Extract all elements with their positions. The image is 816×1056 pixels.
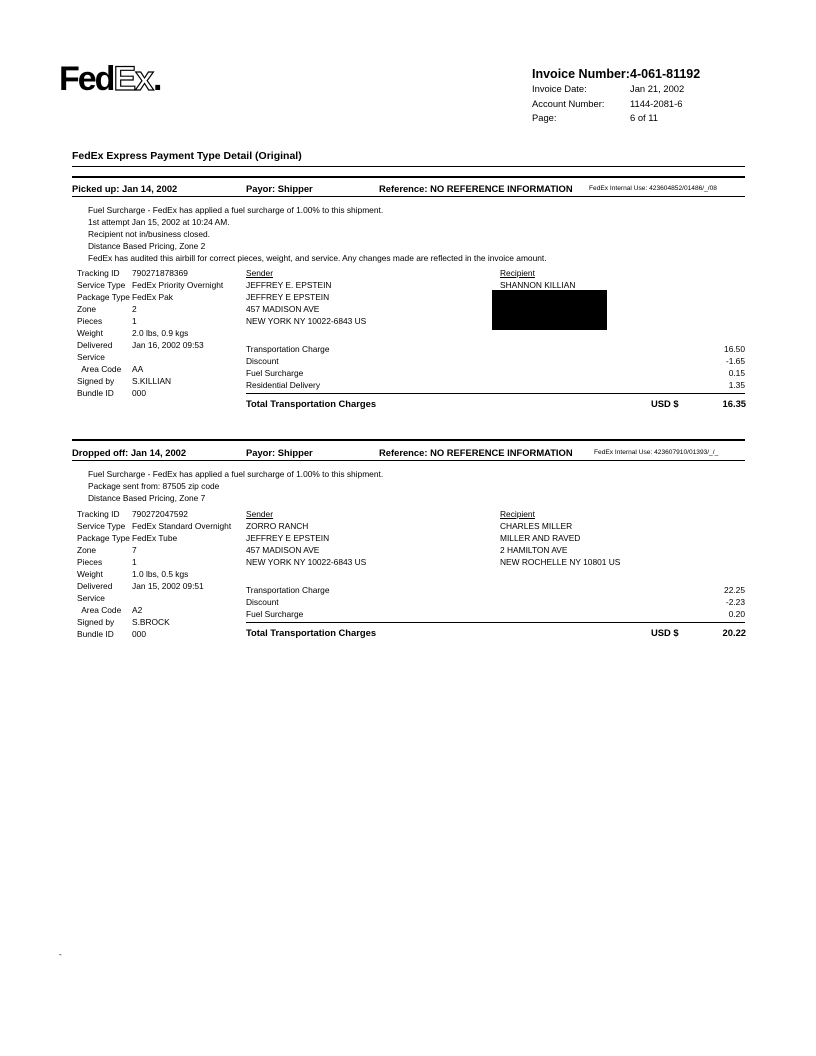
note-line: Package sent from: 87505 zip code: [88, 481, 220, 491]
shipment-2-currency: USD $: [651, 627, 679, 638]
shipment-2-charges: [246, 584, 745, 620]
detail-value: 000: [132, 629, 146, 639]
charge-row: [246, 355, 745, 367]
charge-label: Fuel Surcharge: [246, 609, 304, 619]
detail-label: Zone: [77, 304, 97, 314]
detail-value: S.BROCK: [132, 617, 170, 627]
note-line: Recipient not in/business closed.: [88, 229, 210, 239]
shipment-1-details: [77, 267, 223, 399]
shipment-1-internal-use: FedEx Internal Use: 423604852/01486/_/08: [589, 185, 717, 192]
shipment-2-internal-use: FedEx Internal Use: 423607910/01393/_/_: [594, 449, 719, 456]
detail-row: [77, 568, 231, 580]
charge-label: Transportation Charge: [246, 344, 330, 354]
detail-label: Tracking ID: [77, 268, 120, 278]
detail-value: 2: [132, 304, 137, 314]
detail-label: Package Type: [77, 533, 130, 543]
detail-row: [77, 532, 231, 544]
logo-fed: Fed: [59, 60, 114, 98]
shipment-2-payor: Payor: Shipper: [246, 447, 313, 458]
detail-value: AA: [132, 364, 144, 374]
shipment-2-details: [77, 508, 231, 640]
detail-label: Service: [77, 352, 105, 362]
detail-label: Signed by: [77, 376, 115, 386]
logo-ex: Ex: [113, 60, 154, 98]
charge-amount: 0.20: [728, 609, 745, 619]
fedex-logo: [59, 62, 161, 96]
charge-amount: -2.23: [725, 597, 745, 607]
sender-line: JEFFREY E EPSTEIN: [246, 292, 330, 302]
detail-row: [77, 604, 231, 616]
detail-row: [77, 303, 223, 315]
charge-label: Transportation Charge: [246, 585, 330, 595]
detail-row: [77, 363, 223, 375]
sender-heading: Sender: [246, 509, 274, 519]
detail-label: Delivered: [77, 340, 113, 350]
redaction-box: [492, 290, 607, 330]
recipient-heading: Recipient: [500, 509, 535, 519]
note-line: FedEx has audited this airbill for correct pieces, weight, and service. Any changes made are reflected in the invoice amount.: [88, 253, 547, 263]
detail-label: Zone: [77, 545, 97, 555]
sender-line: 457 MADISON AVE: [246, 545, 320, 555]
detail-value: 1: [132, 557, 137, 567]
shipment-2-reference: Reference: NO REFERENCE INFORMATION: [379, 447, 573, 458]
detail-label: Package Type: [77, 292, 130, 302]
detail-label: Tracking ID: [77, 509, 120, 519]
page-label: Page:: [532, 112, 557, 123]
shipment-2-total-label: Total Transportation Charges: [246, 627, 377, 638]
detail-value: 2.0 lbs, 0.9 kgs: [132, 328, 189, 338]
invoice-date: Jan 21, 2002: [630, 83, 685, 94]
charge-amount: -1.65: [725, 356, 745, 366]
shipment-2-total: 20.22: [722, 627, 746, 638]
detail-row: [77, 628, 231, 640]
detail-row: [77, 315, 223, 327]
shipment-1-reference: Reference: NO REFERENCE INFORMATION: [379, 183, 573, 194]
detail-row: [77, 327, 223, 339]
detail-value: 790271878369: [132, 268, 188, 278]
sender-line: NEW YORK NY 10022-6843 US: [246, 557, 367, 567]
section-rule: [72, 166, 745, 167]
invoice-number: 4-061-81192: [630, 67, 701, 81]
shipment-2-total-rule: [246, 622, 745, 623]
charge-row: [246, 379, 745, 391]
detail-row: [77, 520, 231, 532]
detail-row: [77, 508, 231, 520]
sender-line: JEFFREY E. EPSTEIN: [246, 280, 332, 290]
footer-mark: -: [59, 950, 62, 959]
detail-row: [77, 387, 223, 399]
charge-label: Discount: [246, 356, 279, 366]
note-line: 1st attempt Jan 15, 2002 at 10:24 AM.: [88, 217, 230, 227]
shipment-1-total-rule: [246, 393, 745, 394]
recipient-line: SHANNON KILLIAN: [500, 280, 576, 290]
shipment-2-top-rule: [72, 439, 745, 441]
recipient-line: NEW ROCHELLE NY 10801 US: [500, 557, 621, 567]
shipment-1-top-rule: [72, 176, 745, 178]
charge-row: [246, 608, 745, 620]
detail-value: FedEx Priority Overnight: [132, 280, 224, 290]
detail-row: [77, 592, 231, 604]
section-title: FedEx Express Payment Type Detail (Original): [72, 150, 302, 162]
detail-label: Weight: [77, 569, 103, 579]
sender-line: 457 MADISON AVE: [246, 304, 320, 314]
detail-row: [77, 279, 223, 291]
shipment-2-notes: [88, 468, 383, 504]
detail-value: 000: [132, 388, 146, 398]
shipment-1-notes: [88, 204, 547, 264]
detail-row: [77, 544, 231, 556]
shipment-1-total-label: Total Transportation Charges: [246, 398, 377, 409]
detail-label: Pieces: [77, 557, 103, 567]
page-number: 6 of 11: [630, 112, 658, 123]
sender-line: JEFFREY E EPSTEIN: [246, 533, 330, 543]
logo-dot: .: [153, 60, 161, 98]
charge-amount: 16.50: [724, 344, 745, 354]
sender-line: NEW YORK NY 10022-6843 US: [246, 316, 367, 326]
detail-row: [77, 616, 231, 628]
charge-row: [246, 343, 745, 355]
detail-label: Weight: [77, 328, 103, 338]
detail-label: Area Code: [77, 605, 122, 615]
detail-value: FedEx Pak: [132, 292, 173, 302]
shipment-2-date: Dropped off: Jan 14, 2002: [72, 447, 187, 458]
charge-row: [246, 596, 745, 608]
account-number-label: Account Number:: [532, 98, 605, 109]
detail-label: Area Code: [77, 364, 122, 374]
charge-row: [246, 367, 745, 379]
detail-label: Signed by: [77, 617, 115, 627]
charge-amount: 0.15: [728, 368, 745, 378]
detail-value: FedEx Standard Overnight: [132, 521, 232, 531]
note-line: Fuel Surcharge - FedEx has applied a fuel surcharge of 1.00% to this shipment.: [88, 205, 384, 215]
shipment-1-currency: USD $: [651, 398, 679, 409]
invoice-number-label: Invoice Number:: [532, 67, 630, 81]
sender-heading: Sender: [246, 268, 274, 278]
detail-label: Pieces: [77, 316, 103, 326]
charge-amount: 1.35: [728, 380, 745, 390]
detail-value: FedEx Tube: [132, 533, 178, 543]
shipment-1-charges: [246, 343, 745, 391]
charge-row: [246, 584, 745, 596]
detail-label: Delivered: [77, 581, 113, 591]
shipment-1-header-rule: [72, 196, 745, 197]
detail-value: Jan 15, 2002 09:51: [132, 581, 204, 591]
sender-line: ZORRO RANCH: [246, 521, 309, 531]
detail-value: A2: [132, 605, 143, 615]
charge-label: Discount: [246, 597, 279, 607]
shipment-2-recipient: [500, 508, 620, 568]
detail-row: [77, 580, 231, 592]
charge-label: Fuel Surcharge: [246, 368, 304, 378]
detail-label: Service Type: [77, 280, 126, 290]
shipment-2-sender: [246, 508, 366, 568]
charge-amount: 22.25: [724, 585, 745, 595]
note-line: Fuel Surcharge - FedEx has applied a fuel surcharge of 1.00% to this shipment.: [88, 469, 384, 479]
detail-row: [77, 375, 223, 387]
recipient-line: MILLER AND RAVED: [500, 533, 581, 543]
detail-value: 1: [132, 316, 137, 326]
recipient-line: 2 HAMILTON AVE: [500, 545, 568, 555]
recipient-line: CHARLES MILLER: [500, 521, 573, 531]
charge-label: Residential Delivery: [246, 380, 321, 390]
shipment-1-sender: [246, 267, 366, 327]
detail-row: [77, 556, 231, 568]
shipment-1-payor: Payor: Shipper: [246, 183, 313, 194]
detail-row: [77, 291, 223, 303]
detail-value: S.KILLIAN: [132, 376, 172, 386]
invoice-date-label: Invoice Date:: [532, 83, 587, 94]
shipment-2-header-rule: [72, 460, 745, 461]
shipment-1-total: 16.35: [722, 398, 746, 409]
account-number: 1144-2081-6: [630, 98, 683, 109]
detail-row: [77, 351, 223, 363]
note-line: Distance Based Pricing, Zone 2: [88, 241, 206, 251]
detail-label: Bundle ID: [77, 388, 114, 398]
detail-label: Service Type: [77, 521, 126, 531]
shipment-1-date: Picked up: Jan 14, 2002: [72, 183, 178, 194]
detail-label: Bundle ID: [77, 629, 114, 639]
detail-value: 1.0 lbs, 0.5 kgs: [132, 569, 189, 579]
detail-row: [77, 267, 223, 279]
note-line: Distance Based Pricing, Zone 7: [88, 493, 206, 503]
shipment-1-recipient: [500, 267, 575, 291]
detail-value: Jan 16, 2002 09:53: [132, 340, 204, 350]
detail-value: 7: [132, 545, 137, 555]
recipient-heading: Recipient: [500, 268, 535, 278]
detail-row: [77, 339, 223, 351]
detail-label: Service: [77, 593, 105, 603]
detail-value: 790272047592: [132, 509, 188, 519]
